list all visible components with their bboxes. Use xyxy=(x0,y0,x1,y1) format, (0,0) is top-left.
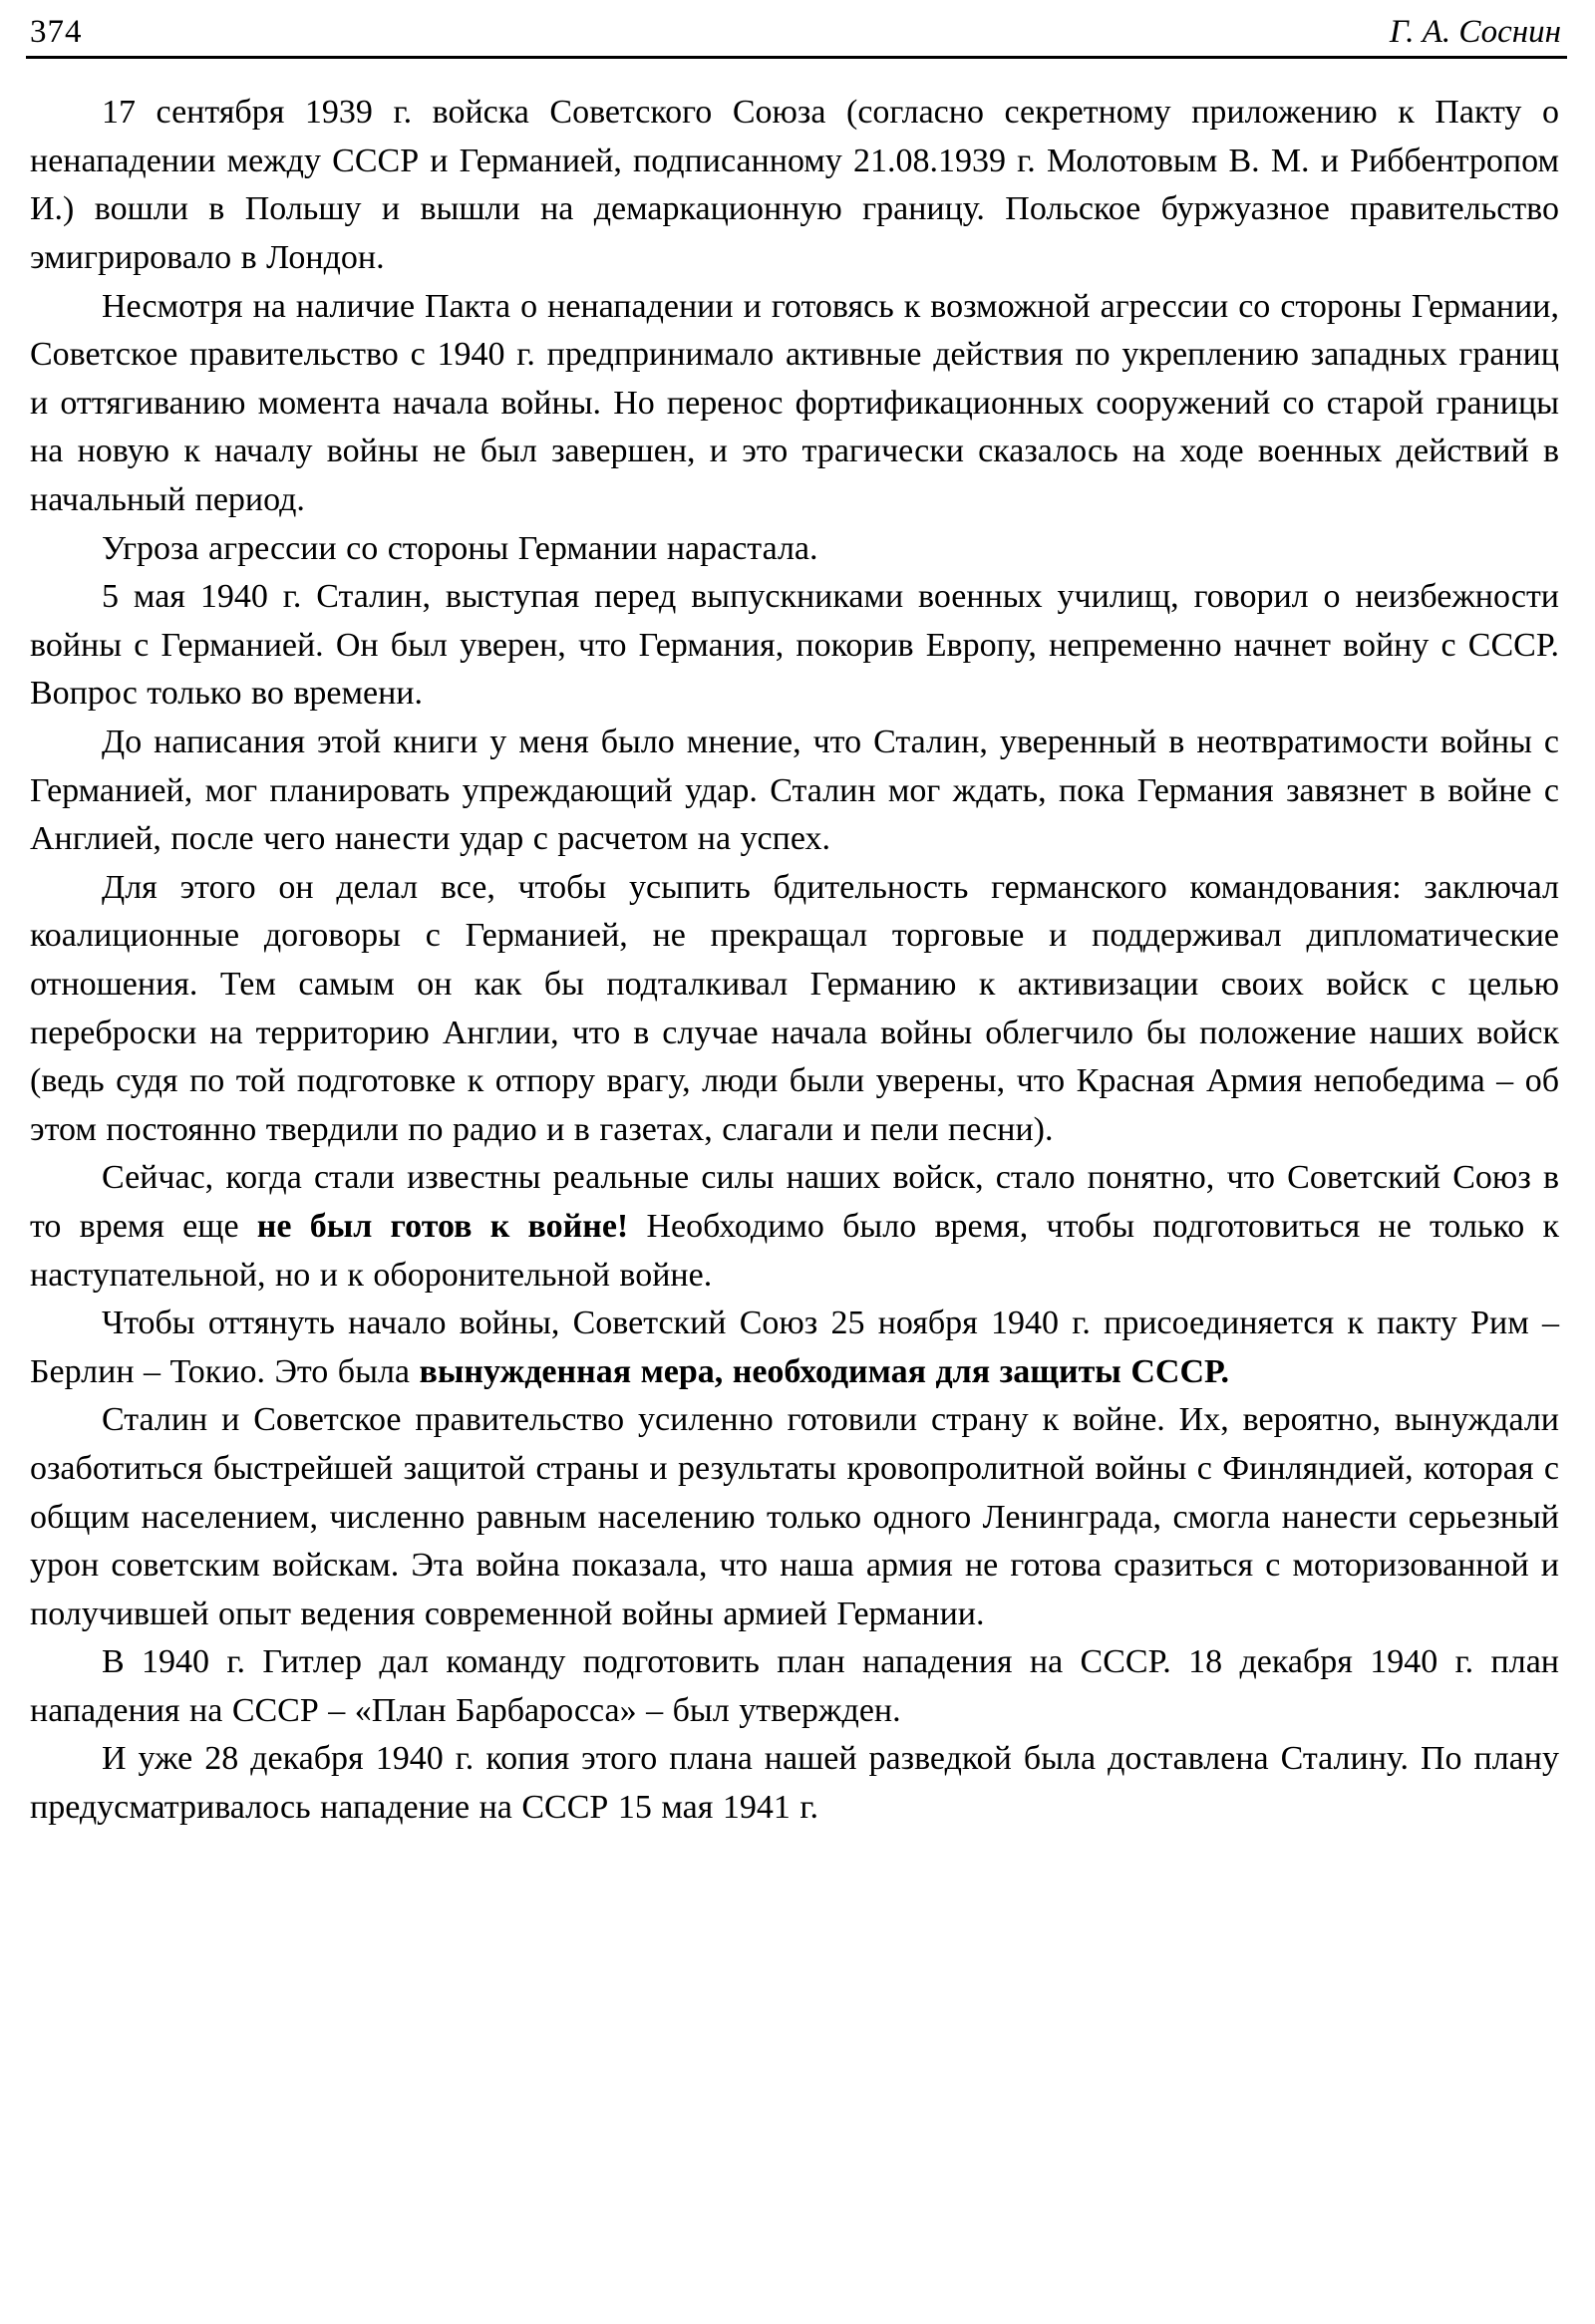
text-run: Угроза агрессии со стороны Германии нарастала. xyxy=(102,529,818,567)
text-run: Несмотря на наличие Пакта о ненападении и готовясь к возможной агрессии со стороны Германии, Советское правительство с 1940 г. предпринимало активные действия по укреплению западных границ и оттягиванию момента начала войны. Но перенос фортификационных сооружений со старой границы на новую к началу войны не был завершен, и это трагически сказалось на ходе военных действий в начальный период. xyxy=(30,287,1559,519)
paragraph xyxy=(30,283,1559,525)
text-run: 5 мая 1940 г. Сталин, выступая перед выпускниками военных училищ, говорил о неизбежности войны с Германией. Он был уверен, что Германия, покорив Европу, непременно начнет войну с СССР. Вопрос только во времени. xyxy=(30,578,1559,713)
paragraph xyxy=(30,89,1559,282)
text-run: Чтобы оттянуть начало войны, Советский Союз 25 ноября 1940 г. присоединяется к пакту Рим – Берлин – Токио. Это была xyxy=(30,1305,1559,1390)
paragraph xyxy=(30,1735,1559,1832)
paragraph xyxy=(30,1154,1559,1300)
paragraph xyxy=(30,864,1559,1155)
bold-text-run: не был готов к войне! xyxy=(256,1207,629,1245)
text-run: Сейчас, когда стали известны реальные силы наших войск, стало понятно, что Советский Союз в то время еще xyxy=(30,1159,1559,1245)
page-number: 374 xyxy=(30,14,83,50)
text-run: 17 сентября 1939 г. войска Советского Союза (согласно секретному приложению к Пакту о ненападении между СССР и Германией, подписанному 21.08.1939 г. Молотовым В. М. и Риббентропом И.) вошли в Польшу и вышли на демаркационную границу. Польское буржуазное правительство эмигрировало в Лондон. xyxy=(30,94,1559,277)
text-run: В 1940 г. Гитлер дал команду подготовить план нападения на СССР. 18 декабря 1940 г. план нападения на СССР – «План Барбаросса» – был утвержден. xyxy=(30,1643,1559,1729)
paragraph xyxy=(30,1396,1559,1638)
running-head-author: Г. А. Соснин xyxy=(1389,14,1561,50)
paragraph xyxy=(30,1638,1559,1735)
bold-text-run: вынужденная мера, необходимая для защиты СССР. xyxy=(419,1352,1230,1390)
paragraph xyxy=(30,1300,1559,1396)
paragraph xyxy=(30,573,1559,719)
text-run: Для этого он делал все, чтобы усыпить бдительность германского командования: заключал коалиционные договоры с Германией, не прекращал торговые и поддерживал дипломатические отношения. Тем самым он как бы подталкивал Германию к активизации своих войск с целью переброски на территорию Англии, что в случае начала войны облегчило бы положение наших войск (ведь судя по той подготовке к отпору врагу, люди были уверены, что Красная Армия непобедима – об этом постоянно твердили по радио и в газетах, слагали и пели песни). xyxy=(30,868,1559,1148)
page-header xyxy=(0,0,1595,56)
paragraph xyxy=(30,525,1559,574)
paragraph xyxy=(30,719,1559,864)
text-run: Сталин и Советское правительство усиленно готовили страну к войне. Их, вероятно, вынуждали озаботиться быстрейшей защитой страны и результаты кровопролитной войны с Финляндией, которая с общим населением, численно равным населению только одного Ленинграда, смогла нанести серьезный урон советским войскам. Эта война показала, что наша армия не готова сразиться с моторизованной и получившей опыт ведения современной войны армией Германии. xyxy=(30,1401,1559,1632)
document-body xyxy=(0,59,1595,1832)
text-run: И уже 28 декабря 1940 г. копия этого плана нашей разведкой была доставлена Сталину. По плану предусматривалось нападение на СССР 15 мая 1941 г. xyxy=(30,1740,1559,1827)
text-run: Необходимо было время, чтобы подготовиться не только к наступательной, но и к оборонительной войне. xyxy=(30,1207,1560,1294)
text-run: До написания этой книги у меня было мнение, что Сталин, уверенный в неотвратимости войны с Германией, мог планировать упреждающий удар. Сталин мог ждать, пока Германия завязнет в войне с Англией, после чего нанести удар с расчетом на успех. xyxy=(30,724,1559,858)
